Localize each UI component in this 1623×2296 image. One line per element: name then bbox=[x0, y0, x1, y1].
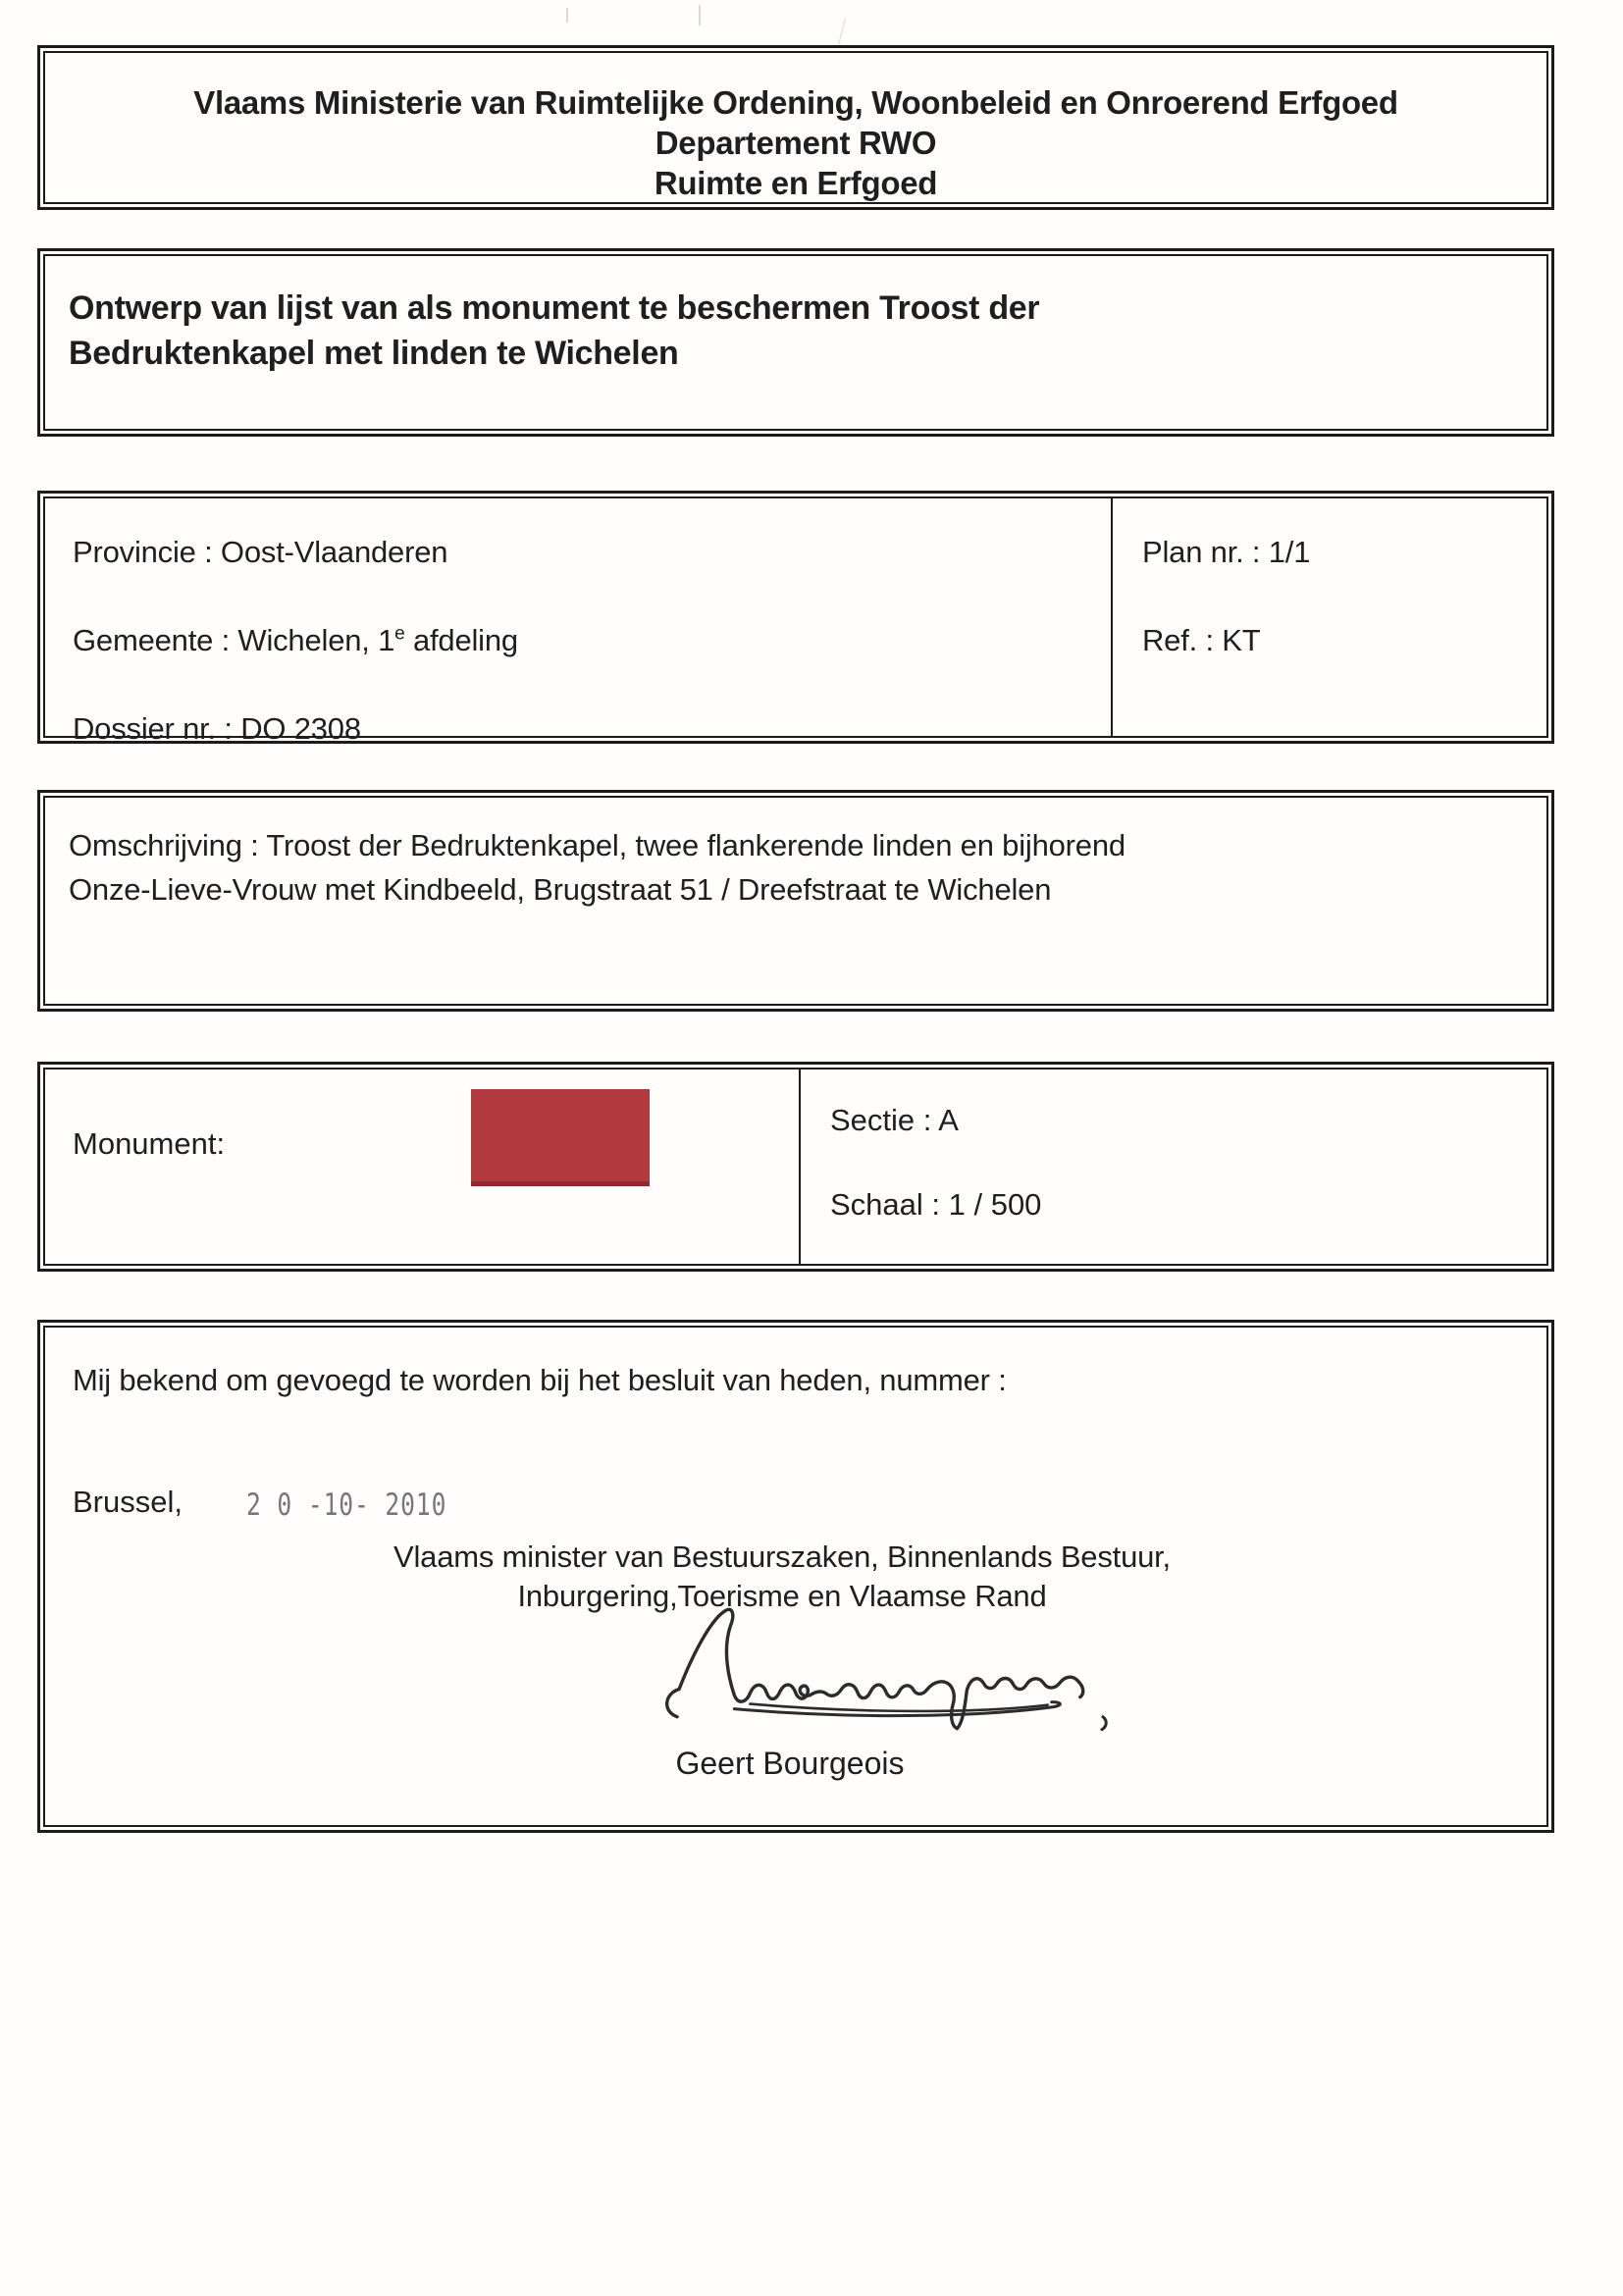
ministry-name: Vlaams Ministerie van Ruimtelijke Ordening, Woonbeleid en Onroerend Erfgoed bbox=[193, 84, 1398, 121]
agency-name: Ruimte en Erfgoed bbox=[654, 165, 938, 201]
description-box-inner bbox=[43, 796, 1548, 1006]
signer-name: Geert Bourgeois bbox=[675, 1746, 905, 1781]
details-box bbox=[37, 491, 1554, 744]
minister-title-line1: Vlaams minister van Bestuurszaken, Binnenlands Bestuur, bbox=[393, 1539, 1171, 1574]
signature-scribble bbox=[657, 1604, 1121, 1751]
legend-box-inner bbox=[43, 1068, 1548, 1266]
document-title-line2: Bedruktenkapel met linden te Wichelen bbox=[69, 335, 679, 372]
gemeente-row bbox=[73, 622, 1111, 659]
signature-box bbox=[37, 1320, 1554, 1833]
document-title-line1: Ontwerp van lijst van als monument te beschermen Troost der bbox=[69, 289, 1040, 327]
provincie-row: Provincie : Oost-Vlaanderen bbox=[73, 535, 448, 569]
plan-nr-row: Plan nr. : 1/1 bbox=[1142, 535, 1311, 569]
monument-color-swatch bbox=[471, 1089, 650, 1186]
legend-left-cell bbox=[45, 1070, 799, 1264]
department-name: Departement RWO bbox=[654, 125, 937, 161]
minister-title-line2: Inburgering,Toerisme en Vlaamse Rand bbox=[517, 1579, 1047, 1613]
dossier-row: Dossier nr. : DO 2308 bbox=[73, 711, 361, 746]
afdeling-text: afdeling bbox=[404, 623, 518, 657]
description-line2: Onze-Lieve-Vrouw met Kindbeeld, Brugstraat 51 / Dreefstraat te Wichelen bbox=[69, 872, 1052, 907]
title-box bbox=[37, 248, 1554, 437]
details-right-column bbox=[1111, 498, 1546, 736]
header-box bbox=[37, 45, 1554, 210]
ref-row: Ref. : KT bbox=[1142, 623, 1261, 657]
details-box-inner bbox=[43, 496, 1548, 746]
description-box bbox=[37, 790, 1554, 1012]
title-box-inner bbox=[43, 254, 1548, 431]
legend-box bbox=[37, 1062, 1554, 1272]
scan-artifact bbox=[566, 8, 568, 23]
monument-label: Monument: bbox=[73, 1126, 226, 1161]
scan-artifact bbox=[699, 5, 701, 26]
signature-box-inner bbox=[43, 1326, 1548, 1827]
besluit-line: Mij bekend om gevoegd te worden bij het besluit van heden, nummer : bbox=[73, 1363, 1007, 1397]
schaal-row: Schaal : 1 / 500 bbox=[830, 1187, 1042, 1222]
afdeling-superscript: e bbox=[394, 623, 405, 645]
header-box-inner bbox=[43, 51, 1548, 204]
scan-artifact bbox=[838, 18, 847, 45]
city-label: Brussel, bbox=[73, 1485, 183, 1519]
description-line1: Omschrijving : Troost der Bedruktenkapel, twee flankerende linden en bijhorend bbox=[69, 828, 1126, 862]
legend-right-cell bbox=[799, 1070, 1546, 1264]
date-stamp: 2 0 -10- 2010 bbox=[246, 1487, 447, 1523]
details-left-column bbox=[45, 498, 1111, 746]
gemeente-text: Gemeente : Wichelen, 1 bbox=[73, 623, 395, 657]
sectie-row: Sectie : A bbox=[830, 1103, 959, 1137]
